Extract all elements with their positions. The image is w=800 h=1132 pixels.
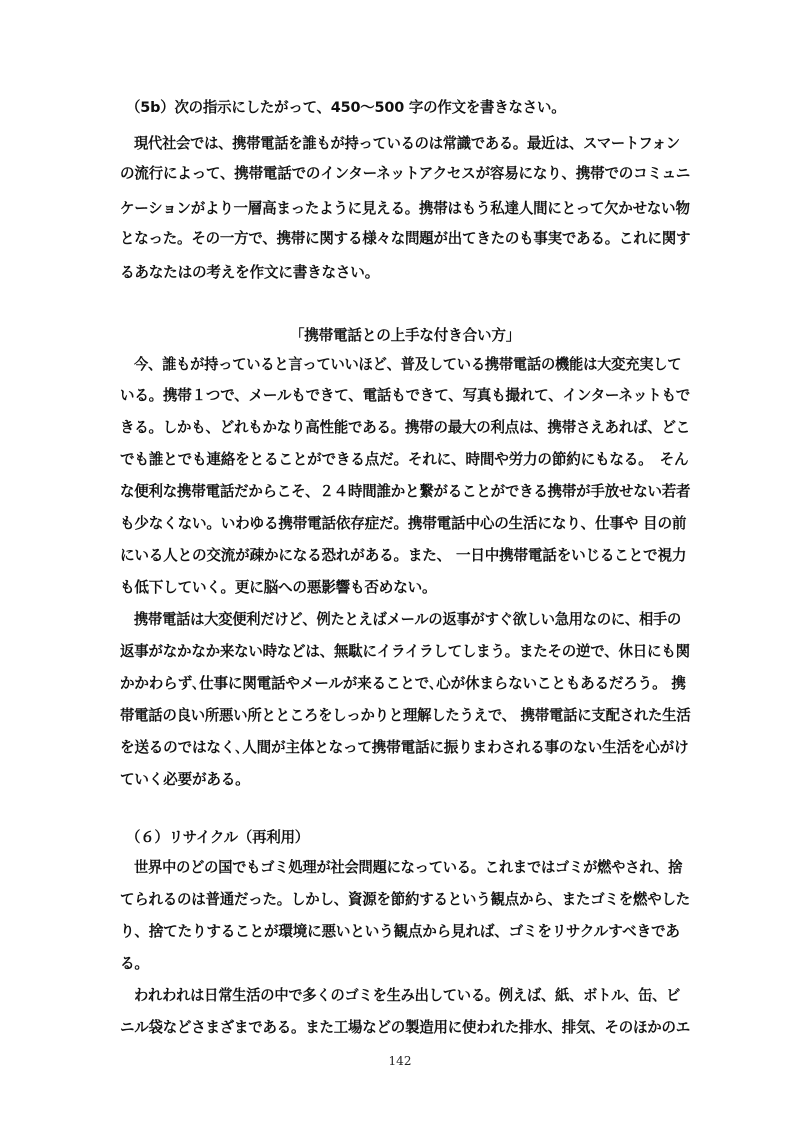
essay-line: も低下していく。更に脳への悪影響も否めない。 [120,579,437,596]
section-6-heading: （６）リサイクル（再利用） [126,829,310,846]
essay-line: いる。携帯１つで、メールもできて、電話もできて、写真も撮れて、インターネットもで [120,387,691,404]
essay-line: を送るのではなく､人間が主体となって携帯電話に振りまわされる事のない生活を心がけ [120,739,689,756]
essay-line: ていく必要がある。 [120,771,250,788]
essay-line: でも誰とでも連絡をとることができる点だ。それに、時間や労力の節約にもなる。 そん [120,451,689,468]
essay-line: な便利な携帯電話だからこそ、２４時間誰かと繋がることができる携帯が手放せない若者 [120,483,691,500]
essay-line: きる。しかも、どれもかなり高性能である。携帯の最大の利点は、携帯さえあれば、どこ [120,419,691,436]
prompt-line: るあなたはの考えを作文に書きなさい。 [120,264,380,281]
section-6-line: われわれは日常生活の中で多くのゴミを生み出している。例えば、紙、ボトル、缶、ビ [134,987,681,1004]
essay-line: 今、誰もが持っていると言っていいほど、普及している携帯電話の機能は大変充実して [134,356,682,373]
section-6-line: ニル袋などさまざまである。また工場などの製造用に使われた排水、排気、そのほかのエ [120,1019,691,1036]
essay-line: にいる人との交流が疎かになる恐れがある。また、 一日中携帯電話をいじることで視力 [120,547,687,564]
section-6-line: り、捨てたりすることが環境に悪いという観点から見れば、ゴミをリサクルすべきであ [120,923,680,940]
section-6-line: てられるのは普通だった。しかし、資源を節約するという観点から、またゴミを燃やした [120,891,691,908]
page-number: 142 [388,1054,412,1068]
essay-line: 携帯電話は大変便利だけど、例たとえばメールの返事がすぐ欲しい急用なのに、相手の [134,611,682,628]
prompt-line: となった。その一方で、携帯に関する様々な問題が出てきたのも事実である。これに関す [120,230,691,247]
essay-title: 「携帯電話との上手な付き合い方」 [289,327,521,344]
essay-line: も少なくない。いわゆる携帯電話依存症だ。携帯電話中心の生活になり、仕事や 目の前 [120,515,687,532]
section-6-line: る。 [120,955,149,972]
section-5b-heading: （5b）次の指示にしたがって、450〜500 字の作文を書きなさい。 [126,99,566,116]
essay-line: 返事がなかなか来ない時などは、無駄にイライラしてしまう。またその逆で、休日にも関 [120,643,690,660]
prompt-line: 現代社会では、携帯電話を誰もが持っているのは常識である。最近は、スマートフォン [134,135,680,152]
prompt-line: ケーションがより一層高まったように見える。携帯はもう私達人間にとって欠かせない物 [120,200,690,217]
section-6-line: 世界中のどの国でもゴミ処理が社会問題になっている。これまではゴミが燃やされ、捨 [134,859,683,876]
essay-line: 帯電話の良い所悪い所とところをしっかりと理解したうえで、 携帯電話に支配された生活 [120,707,691,724]
prompt-line: の流行によって、携帯電話でのインターネットアクセスが容易になり、携帯でのコミュニ [120,165,691,182]
essay-line: かかわらず､仕事に関電話やメールが来ることで､心が休まらないこともあるだろう。 携 [120,675,686,692]
